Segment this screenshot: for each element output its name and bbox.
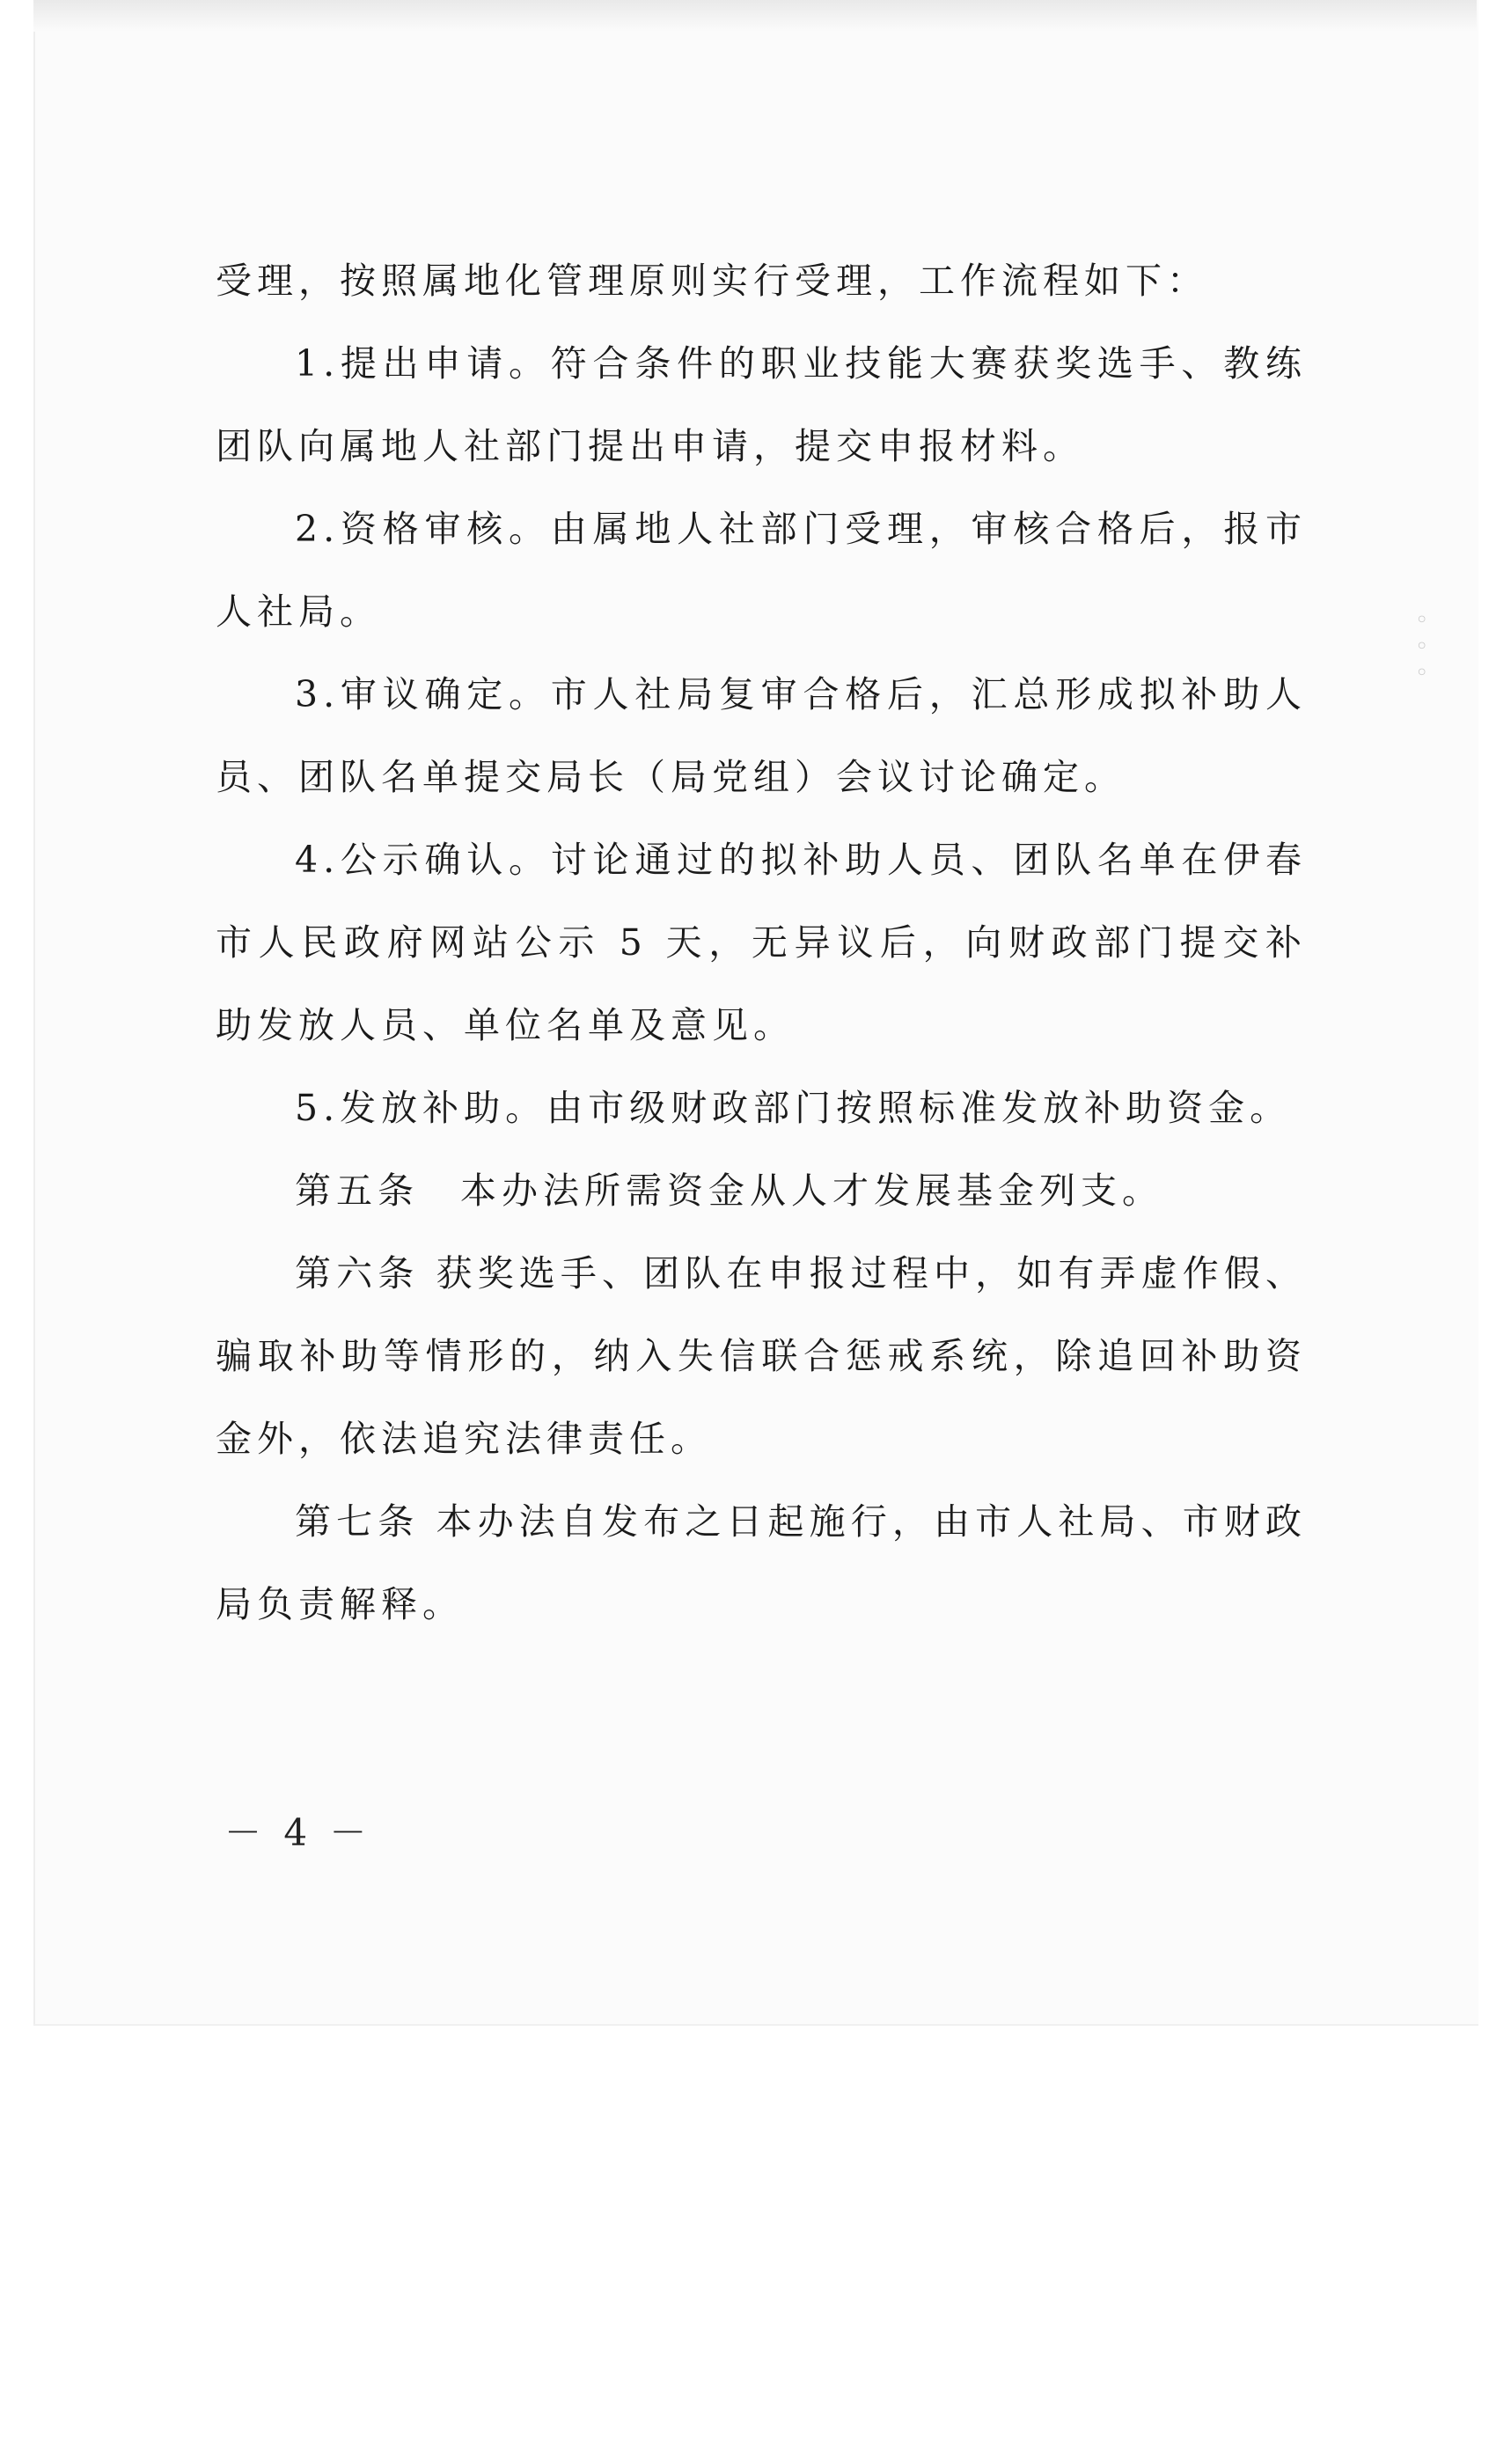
paragraph-step-3: 3.审议确定。市人社局复审合格后，汇总形成拟补助人员、团队名单提交局长（局党组）会议讨论确定。 xyxy=(216,673,1307,798)
scan-edge-shadow xyxy=(33,0,1477,32)
paragraph-article-5: 第五条 本办法所需资金从人才发展基金列支。 xyxy=(295,1170,1163,1212)
paragraph-article-6: 第六条 获奖选手、团队在申报过程中，如有弄虚作假、骗取补助等情形的，纳入失信联合惩戒系统，除追回补助资金外，依法追究法律责任。 xyxy=(216,1252,1307,1460)
paragraph-step-1: 1.提出申请。符合条件的职业技能大赛获奖选手、教练团队向属地人社部门提出申请，提交申报材料。 xyxy=(216,342,1307,467)
margin-bleed-marks: ◦ ◦ ◦ xyxy=(1415,607,1429,686)
page-number: － 4 － xyxy=(224,1811,372,1854)
paragraph-step-2: 2.资格审核。由属地人社部门受理，审核合格后，报市人社局。 xyxy=(216,508,1307,633)
paragraph-step-5: 5.发放补助。由市级财政部门按照标准发放补助资金。 xyxy=(295,1087,1292,1129)
paragraph-continuation: 受理，按照属地化管理原则实行受理，工作流程如下： xyxy=(216,260,1208,302)
paragraph-step-4: 4.公示确认。讨论通过的拟补助人员、团队名单在伊春市人民政府网站公示 5 天，无异议后，向财政部门提交补助发放人员、单位名单及意见。 xyxy=(216,839,1307,1046)
paragraph-article-7: 第七条 本办法自发布之日起施行，由市人社局、市财政局负责解释。 xyxy=(216,1500,1307,1625)
document-body xyxy=(216,239,1307,1646)
